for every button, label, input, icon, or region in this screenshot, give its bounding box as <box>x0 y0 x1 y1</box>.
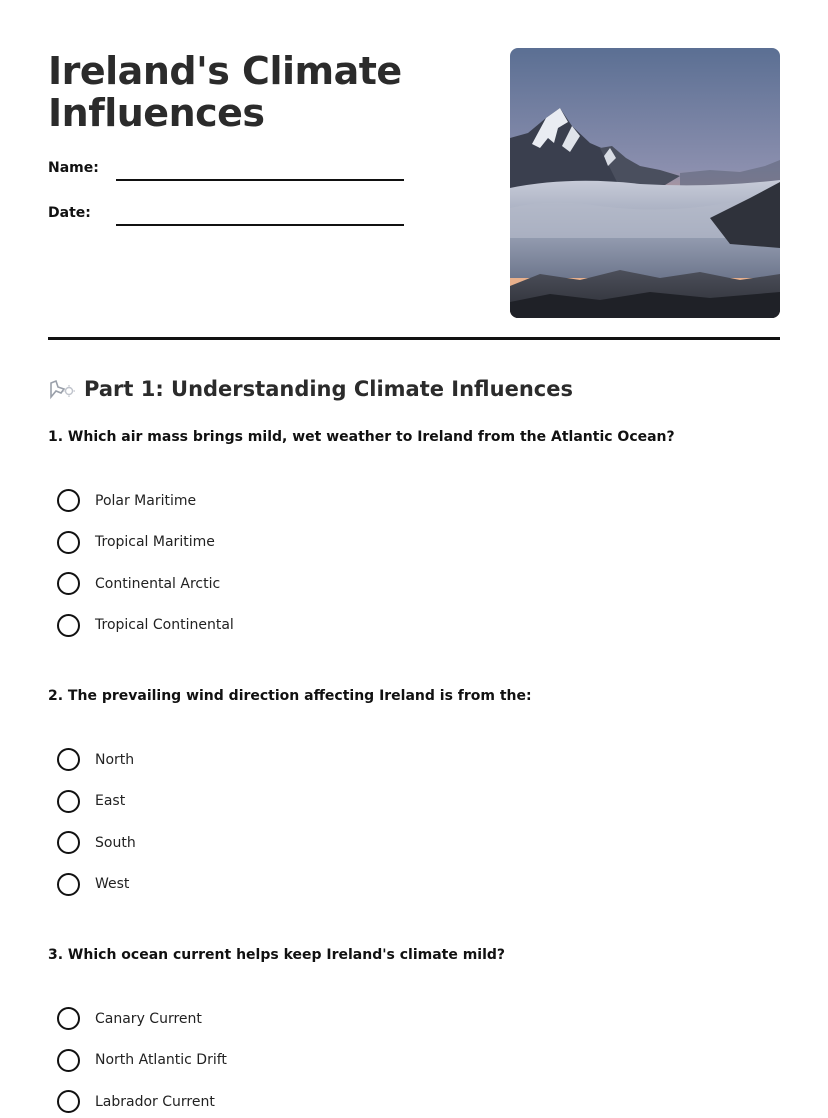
date-field[interactable] <box>48 205 408 229</box>
question-2-text: 2. The prevailing wind direction affecting Ireland is from the: <box>48 688 532 704</box>
worksheet-title: Ireland's Climate Influences <box>48 49 402 135</box>
option-label: North Atlantic Drift <box>95 1052 227 1069</box>
option-north-atlantic-drift[interactable] <box>57 1040 757 1082</box>
radio-button[interactable] <box>57 831 80 854</box>
date-line[interactable] <box>116 224 404 226</box>
radio-button[interactable] <box>57 614 80 637</box>
option-label: Continental Arctic <box>95 575 221 592</box>
option-west[interactable] <box>57 864 757 906</box>
radio-button[interactable] <box>57 489 80 512</box>
radio-button[interactable] <box>57 1090 80 1113</box>
option-label: Tropical Continental <box>95 617 234 634</box>
option-label: Polar Maritime <box>95 492 197 509</box>
worksheet-header <box>48 48 780 318</box>
radio-button[interactable] <box>57 1049 80 1072</box>
option-north[interactable] <box>57 739 757 781</box>
option-south[interactable] <box>57 822 757 864</box>
option-label: North <box>95 751 135 768</box>
option-polar-maritime[interactable] <box>57 480 757 522</box>
option-labrador-current[interactable] <box>57 1081 757 1118</box>
radio-button[interactable] <box>57 873 80 896</box>
name-label: Name: <box>48 160 99 176</box>
option-tropical-continental[interactable] <box>57 605 757 647</box>
option-east[interactable] <box>57 781 757 823</box>
option-label: Canary Current <box>95 1010 202 1027</box>
question-2 <box>48 687 780 893</box>
radio-button[interactable] <box>57 748 80 771</box>
part1-heading <box>48 374 573 404</box>
option-continental-arctic[interactable] <box>57 563 757 605</box>
option-tropical-maritime[interactable] <box>57 522 757 564</box>
question-3-options <box>57 998 757 1118</box>
date-label: Date: <box>48 205 91 221</box>
question-1-options <box>57 480 757 646</box>
radio-button[interactable] <box>57 790 80 813</box>
question-3-text: 3. Which ocean current helps keep Ireland's climate mild? <box>48 947 506 963</box>
part1-title: Part 1: Understanding Climate Influences <box>84 377 573 401</box>
radio-button[interactable] <box>57 531 80 554</box>
question-1-text: 1. Which air mass brings mild, wet weather to Ireland from the Atlantic Ocean? <box>48 429 675 445</box>
option-label: South <box>95 834 136 851</box>
radio-button[interactable] <box>57 572 80 595</box>
name-field[interactable] <box>48 160 408 184</box>
worksheet-page <box>48 0 780 1118</box>
radio-button[interactable] <box>57 1007 80 1030</box>
option-label: West <box>95 876 130 893</box>
option-label: Labrador Current <box>95 1093 215 1110</box>
header-divider <box>48 337 780 340</box>
option-label: East <box>95 793 126 810</box>
option-label: Tropical Maritime <box>95 534 215 551</box>
mountain-clouds-photo <box>510 48 780 318</box>
name-line[interactable] <box>116 179 404 181</box>
question-3 <box>48 946 780 1110</box>
weather-icon <box>48 377 76 401</box>
option-canary-current[interactable] <box>57 998 757 1040</box>
question-1 <box>48 428 780 634</box>
question-2-options <box>57 739 757 905</box>
